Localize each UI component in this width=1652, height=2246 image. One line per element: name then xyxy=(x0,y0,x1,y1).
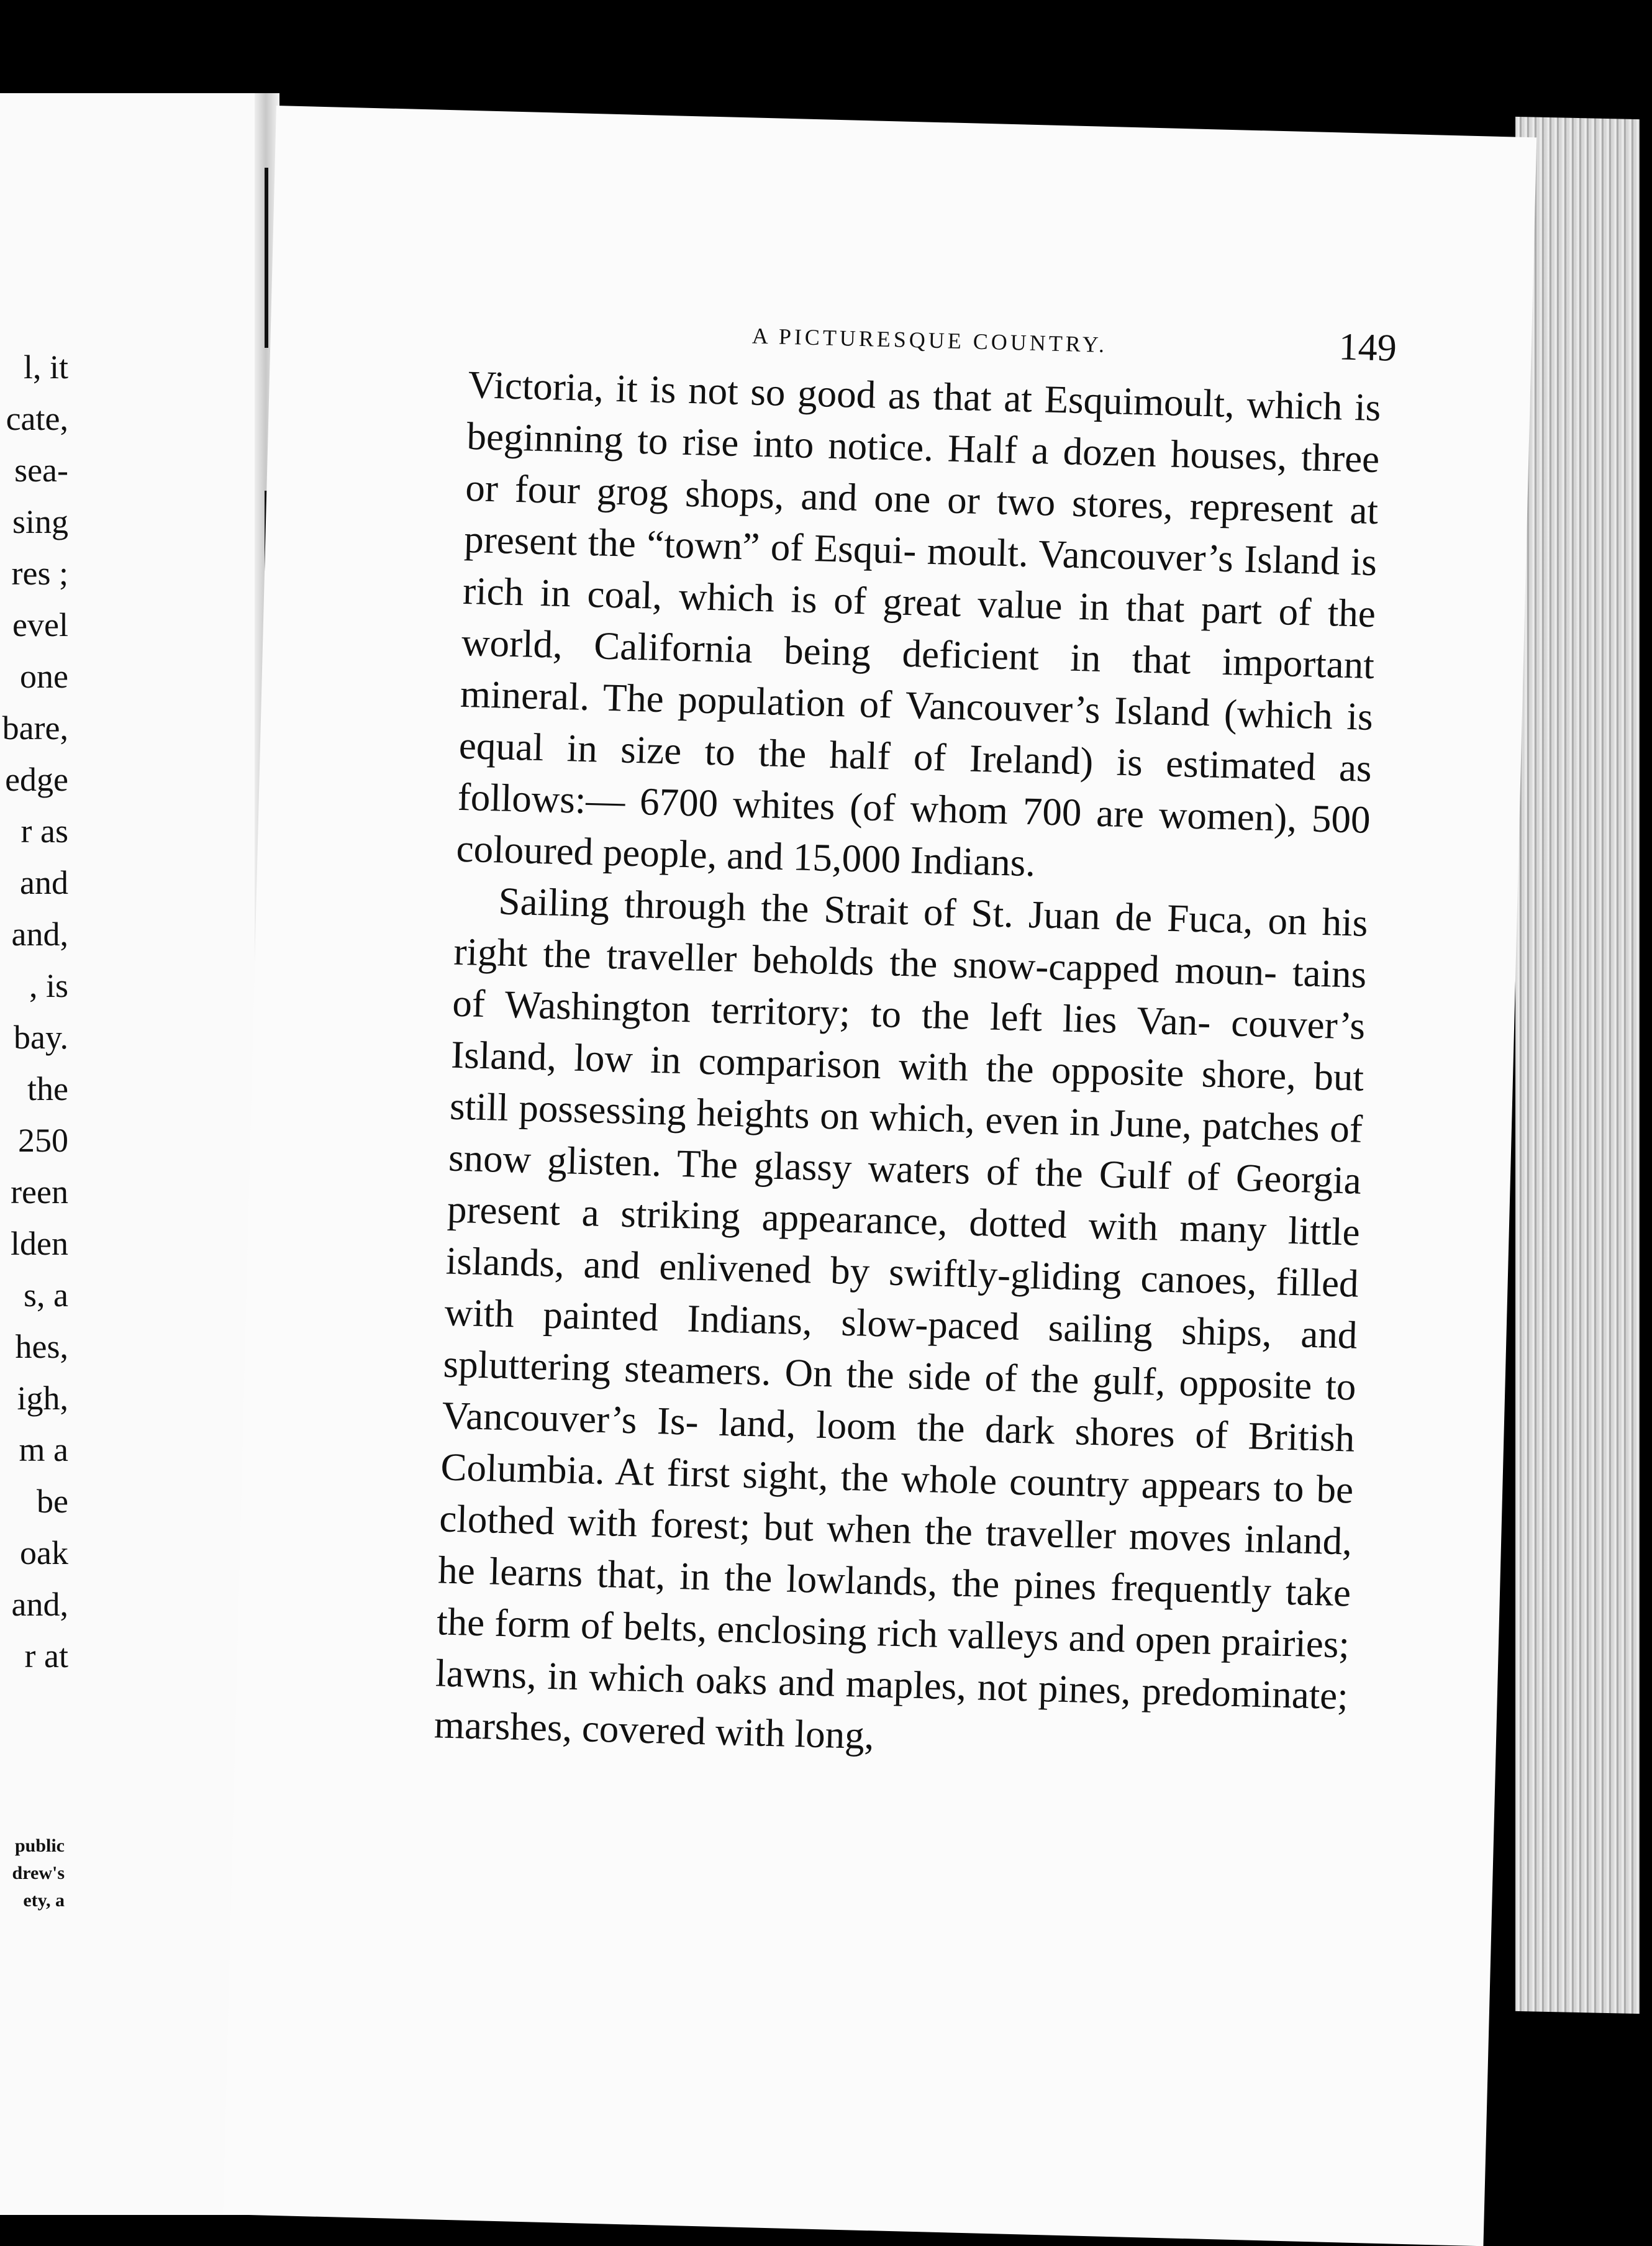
left-fragment: hes, xyxy=(15,1328,68,1365)
right-page xyxy=(223,106,1536,2246)
left-fragment: cate, xyxy=(6,400,68,437)
left-fragment: lden xyxy=(11,1225,68,1262)
paragraph: Sailing through the Strait of St. Juan de Fuca, on his right the traveller beholds the snow-capped moun- tains of Washington territory; to the left lies Van- couver’s Island, low in comparison with the opposite shore, but still possessing heights on which, even in June, patches of snow glisten. The glassy waters of the Gulf of Georgia present a striking appearance, dotted with many little islands, and enlivened by swiftly-gliding canoes, filled with painted Indians, slow-paced sailing ships, and spluttering steamers. On the side of the gulf, opposite to Vancouver’s Is- land, loom the dark shores of British Columbia. At first sight, the whole country appears to be clothed with forest; but when the traveller moves inland, he learns that, in the lowlands, the pines frequently take the form of belts, enclosing rich valleys and open prairies; lawns, in which oaks and maples, not pines, predominate; marshes, covered with long, xyxy=(433,879,1369,1758)
left-fragment: res ; xyxy=(11,555,68,592)
left-page-text-fragments xyxy=(0,342,68,1682)
left-fragment: and, xyxy=(11,1586,68,1623)
footnote-fragment: ety, a xyxy=(23,1890,65,1911)
left-fragment: reen xyxy=(11,1173,68,1211)
footnote-fragment: drew's xyxy=(12,1863,65,1883)
left-fragment: bay. xyxy=(14,1019,68,1056)
left-fragment: evel xyxy=(12,606,68,643)
paragraph: Victoria, it is not so good as that at Esquimoult, which is beginning to rise into notice. Half a dozen houses, three or four grog shops, and one or two stores, represent at present the “town” of Esqui- moult. Vancouver’s Island is rich in coal, which is of great value in that part of the world, California being deficient in that important mineral. The population of Vancouver’s Island (which is equal in size to the half of Ireland) is estimated as follows:— 6700 whites (of whom 700 are women), 500 coloured people, and 15,000 Indians. xyxy=(455,362,1382,885)
left-fragment: , is xyxy=(29,967,68,1004)
left-fragment: sing xyxy=(12,503,68,540)
binding-thread xyxy=(265,168,268,348)
left-fragment: edge xyxy=(5,761,68,798)
left-fragment: l, it xyxy=(23,348,68,386)
left-fragment: and, xyxy=(11,916,68,953)
left-fragment: igh, xyxy=(17,1380,68,1417)
left-fragment: and xyxy=(20,864,68,901)
left-fragment: be xyxy=(37,1483,68,1520)
footnote-fragment: public xyxy=(14,1835,65,1856)
left-fragment: s, a xyxy=(24,1276,68,1314)
left-fragment: bare, xyxy=(2,709,68,747)
left-fragment: oak xyxy=(20,1534,68,1571)
running-head: A PICTURESQUE COUNTRY. xyxy=(751,323,1108,357)
page-stack-edge xyxy=(1515,117,1640,2014)
left-fragment: one xyxy=(20,658,68,695)
left-fragment: the xyxy=(27,1070,68,1107)
left-fragment: sea- xyxy=(14,452,68,489)
left-fragment: m a xyxy=(19,1431,68,1468)
page-number: 149 xyxy=(1338,325,1397,370)
left-fragment: r as xyxy=(20,812,68,850)
body-text xyxy=(433,359,1381,1773)
left-fragment: r at xyxy=(24,1637,68,1675)
left-fragment: 250 xyxy=(18,1122,68,1159)
left-page-footnote xyxy=(0,1832,65,1914)
